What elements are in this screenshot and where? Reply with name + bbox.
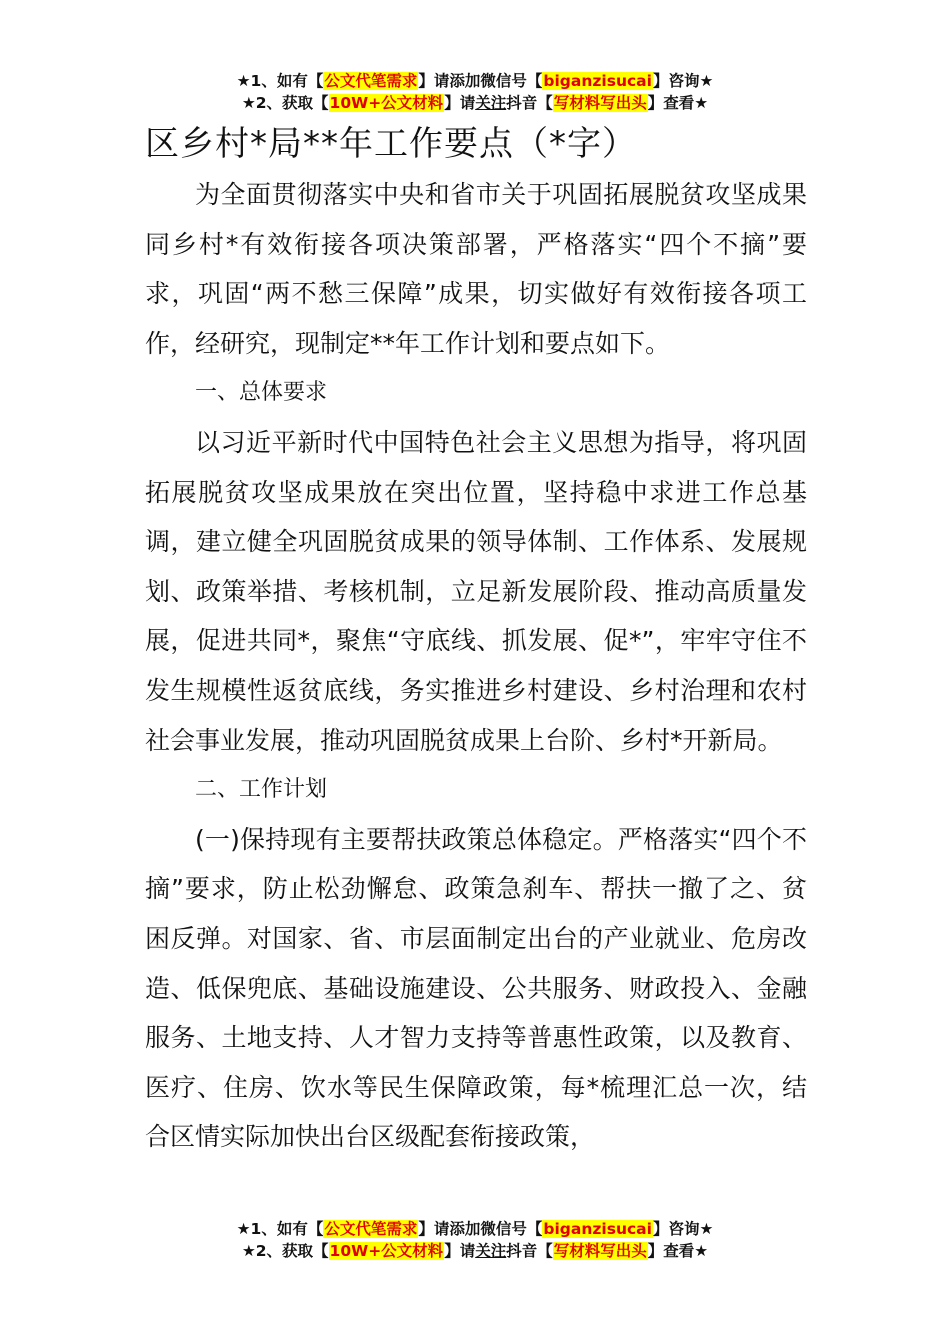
section-heading-2: 二、工作计划 (195, 777, 328, 803)
promo-highlight: biganzisucai (543, 1220, 652, 1238)
promo-banner-bottom (0, 1218, 950, 1262)
promo-text: 抖音【 (506, 1242, 553, 1260)
promo-highlight: 10W+公文材料 (329, 1242, 444, 1260)
requirements-paragraph: 以习近平新时代中国特色社会主义思想为指导，将巩固拓展脱贫攻坚成果放在突出位置，坚持稳中求进工作总基调，建立健全巩固脱贫成果的领导体制、工作体系、发展规划、政策举措、考核机制，立足新发展阶段、推动高质量发展，促进共同*，聚焦“守底线、抓发展、促*”，牢牢守住不发生规模性返贫底线，务实推进乡村建设、乡村治理和农村社会事业发展，推动巩固脱贫成果上台阶、乡村*开新局。 (145, 427, 807, 755)
promo-text: 抖音【 (506, 94, 553, 112)
plan-paragraph: (一)保持现有主要帮扶政策总体稳定。严格落实“四个不摘”要求，防止松劲懈怠、政策急刹车、帮扶一撤了之、贫困反弹。对国家、省、市层面制定出台的产业就业、危房改造、低保兜底、基础设施建设、公共服务、财政投入、金融服务、土地支持、人才智力支持等普惠性政策，以及教育、医疗、住房、饮水等民生保障政策，每*梳理汇总一次，结合区情实际加快出台区级配套衔接政策， (145, 824, 807, 1152)
promo-text: 微信号【 (480, 1220, 543, 1238)
promo-line-2 (0, 1240, 950, 1262)
promo-text: 】查看★ (647, 1242, 709, 1260)
promo-emphasis: 添加 (449, 72, 481, 90)
promo-highlight: 公文代笔需求 (324, 1220, 418, 1238)
promo-line-1 (0, 1218, 950, 1240)
promo-text: 】请 (418, 1220, 450, 1238)
promo-emphasis: 关注 (475, 94, 507, 112)
promo-text: ★1、如有【 (236, 1220, 324, 1238)
promo-text: ★2、获取【 (241, 1242, 329, 1260)
document-title: 区乡村*局**年工作要点（*字） (145, 124, 637, 164)
section-heading-1: 一、总体要求 (195, 380, 328, 406)
promo-highlight: biganzisucai (543, 72, 652, 90)
promo-text: ★2、获取【 (241, 94, 329, 112)
promo-highlight: 10W+公文材料 (329, 94, 444, 112)
promo-line-1 (0, 70, 950, 92)
promo-text: 】请 (444, 94, 476, 112)
promo-highlight: 写材料写出头 (553, 1242, 647, 1260)
promo-emphasis: 添加 (449, 1220, 481, 1238)
promo-emphasis: 关注 (475, 1242, 507, 1260)
intro-paragraph: 为全面贯彻落实中央和省市关于巩固拓展脱贫攻坚成果同乡村*有效衔接各项决策部署，严格落实“四个不摘”要求，巩固“两不愁三保障”成果，切实做好有效衔接各项工作，经研究，现制定**年工作计划和要点如下。 (145, 180, 807, 358)
promo-text: 】查看★ (647, 94, 709, 112)
promo-text: ★1、如有【 (236, 72, 324, 90)
document-body (145, 170, 807, 1162)
promo-text: 】咨询★ (652, 1220, 714, 1238)
promo-text: 】请 (444, 1242, 476, 1260)
promo-text: 】咨询★ (652, 72, 714, 90)
promo-highlight: 公文代笔需求 (324, 72, 418, 90)
promo-text: 】请 (418, 72, 450, 90)
promo-text: 微信号【 (480, 72, 543, 90)
promo-banner-top (0, 70, 950, 114)
promo-highlight: 写材料写出头 (553, 94, 647, 112)
promo-line-2 (0, 92, 950, 114)
